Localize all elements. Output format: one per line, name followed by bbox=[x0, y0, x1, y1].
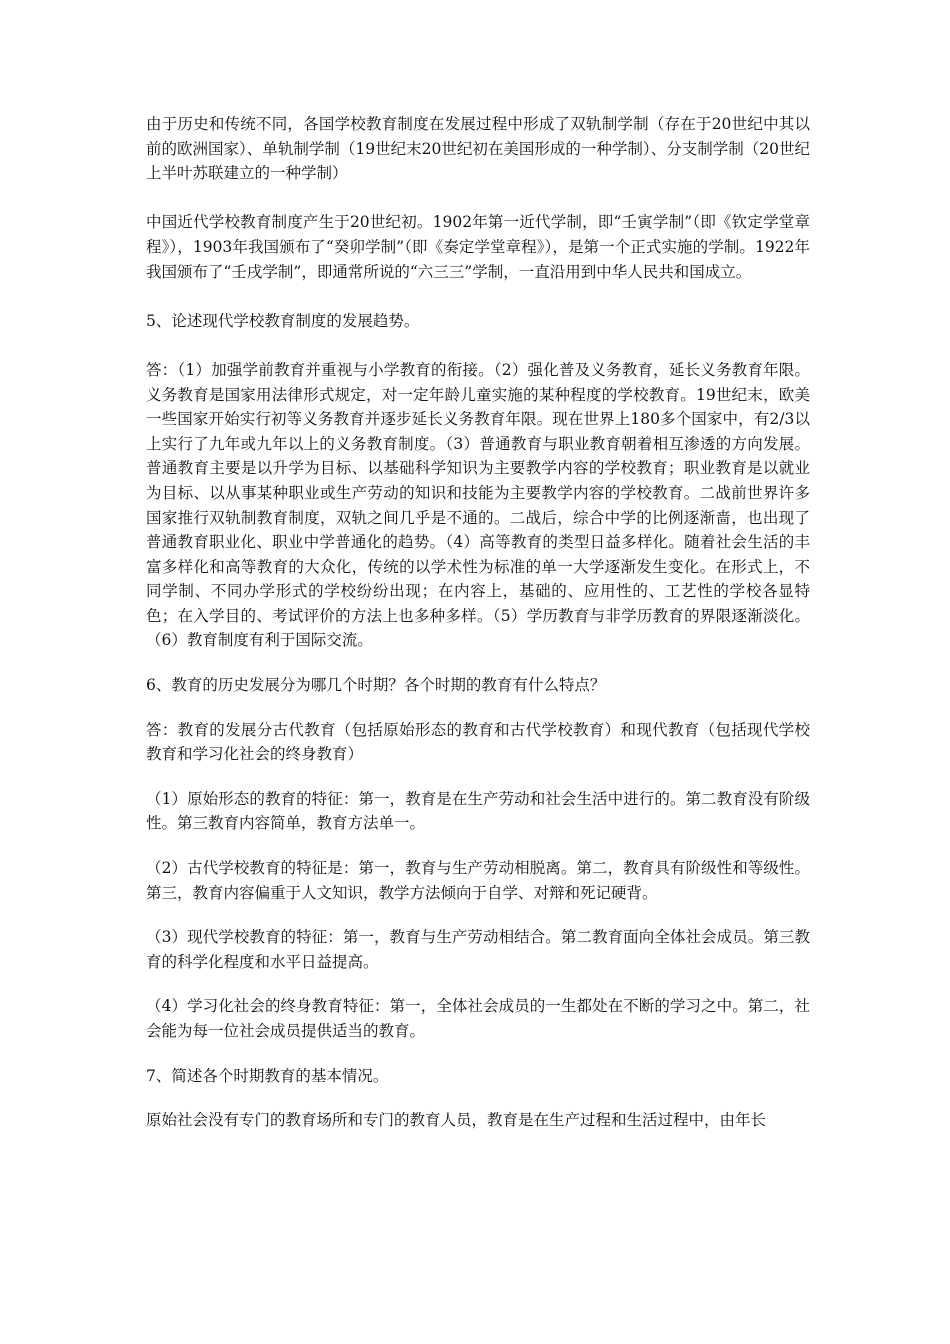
answer-5-paragraph: 答：（1）加强学前教育并重视与小学教育的衔接。（2）强化普及义务教育，延长义务教育年限。义务教育是国家用法律形式规定，对一定年龄儿童实施的某种程度的学校教育。19世纪末，欧美一些国家开始实行初等义务教育并逐步延长义务教育年限。现在世界上180多个国家中，有2/3以上实行了九年或九年以上的义务教育制度。（3）普通教育与职业教育朝着相互渗透的方向发展。普通教育主要是以升学为目标、以基础科学知识为主要教学内容的学校教育；职业教育是以就业为目标、以从事某种职业或生产劳动的知识和技能为主要教学内容的学校教育。二战前世界许多国家推行双轨制教育制度，双轨之间几乎是不通的。二战后，综合中学的比例逐渐啬，也出现了普通教育职业化、职业中学普通化的趋势。（4）高等教育的类型日益多样化。随着社会生活的丰富多样化和高等教育的大众化，传统的以学术性为标准的单一大学逐渐发生变化。在形式上，不同学制、不同办学形式的学校纷纷出现；在内容上，基础的、应用性的、工艺性的学校各显特色；在入学目的、考试评价的方法上也多种多样。（5）学历教育与非学历教育的界限逐渐淡化。（6）教育制度有利于国际交流。 bbox=[146, 360, 810, 650]
answer-6-point-2: （2）古代学校教育的特征是：第一，教育与生产劳动相脱离。第二，教育具有阶级性和等级性。第三，教育内容偏重于人文知识，教学方法倾向于自学、对辩和死记硬背。 bbox=[146, 859, 810, 902]
question-7-heading: 7、简述各个时期教育的基本情况。 bbox=[146, 1066, 389, 1085]
question-6-heading: 6、教育的历史发展分为哪几个时期？各个时期的教育有什么特点？ bbox=[146, 676, 606, 695]
document-body bbox=[146, 112, 810, 1133]
answer-6-point-1: （1）原始形态的教育的特征：第一，教育是在生产劳动和社会生活中进行的。第二教育没有阶级性。第三教育内容简单，教育方法单一。 bbox=[146, 789, 810, 833]
paragraph-china-modern-system: 中国近代学校教育制度产生于20世纪初。1902年第一近代学制，即“壬寅学制”（即《钦定学堂章程》），1903年我国颁布了“癸卯学制”（即《奏定学堂章程》），是第一个正式实施的学制。1922年我国颁布了“壬戌学制”，即通常所说的“六三三”学制，一直沿用到中华人民共和国成立。 bbox=[146, 213, 810, 281]
answer-6-point-3: （3）现代学校教育的特征：第一，教育与生产劳动相结合。第二教育面向全体社会成员。第三教育的科学化程度和水平日益提高。 bbox=[146, 928, 810, 971]
answer-7-paragraph: 原始社会没有专门的教育场所和专门的教育人员，教育是在生产过程和生活过程中，由年长 bbox=[146, 1111, 767, 1130]
question-5-heading: 5、论述现代学校教育制度的发展趋势。 bbox=[146, 311, 420, 330]
answer-6-point-4: （4）学习化社会的终身教育特征：第一，全体社会成员的一生都处在不断的学习之中。第二，社会能为每一位社会成员提供适当的教育。 bbox=[146, 997, 810, 1040]
answer-6-intro: 答：教育的发展分古代教育（包括原始形态的教育和古代学校教育）和现代教育（包括现代学校教育和学习化社会的终身教育） bbox=[146, 720, 810, 764]
paragraph-school-systems: 由于历史和传统不同，各国学校教育制度在发展过程中形成了双轨制学制（存在于20世纪中其以前的欧洲国家）、单轨制学制（19世纪末20世纪初在美国形成的一种学制）、分支制学制（20世纪上半叶苏联建立的一种学制） bbox=[146, 115, 810, 183]
